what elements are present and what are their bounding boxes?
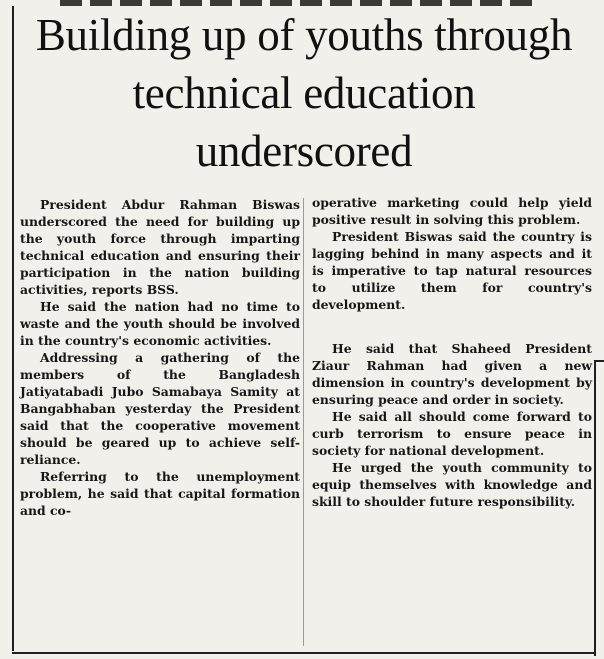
right-text-column	[312, 194, 592, 510]
paragraph: He said that Shaheed President Ziaur Rahman had given a new dimension in country's development by ensuring peace and order in society.	[312, 341, 592, 407]
paragraph: He urged the youth community to equip themselves with knowledge and skill to shoulder future responsibility.	[312, 460, 592, 509]
paragraph: operative marketing could help yield positive result in solving this problem.	[312, 195, 592, 227]
paragraph: He said the nation had no time to waste and the youth should be involved in the country's economic activities.	[20, 299, 300, 348]
column-divider	[303, 198, 304, 646]
paragraph: He said all should come forward to curb terrorism to ensure peace in society for national development.	[312, 409, 592, 458]
article-headline: Building up of youths through technical education underscored	[35, 10, 573, 176]
paragraph: President Biswas said the country is lagging behind in many aspects and it is imperative to tap natural resources to utilize them for country's development.	[312, 229, 592, 312]
left-text-column	[20, 196, 300, 519]
bottom-border-rule	[12, 652, 596, 654]
paragraph: Referring to the unemployment problem, he said that capital formation and co-	[20, 469, 300, 518]
paragraph: President Abdur Rahman Biswas underscored the need for building up the youth force through imparting technical education and ensuring their participation in the nation building activities, reports BSS.	[20, 197, 300, 297]
right-border-corner	[594, 360, 604, 362]
left-border-rule	[12, 6, 14, 651]
paragraph: Addressing a gathering of the members of the Bangladesh Jatiyatabadi Jubo Samabaya Samity at Bangabhaban yesterday the President said that the cooperative movement should be geared up to achieve self-reliance.	[20, 350, 300, 467]
right-border-rule	[594, 360, 596, 656]
